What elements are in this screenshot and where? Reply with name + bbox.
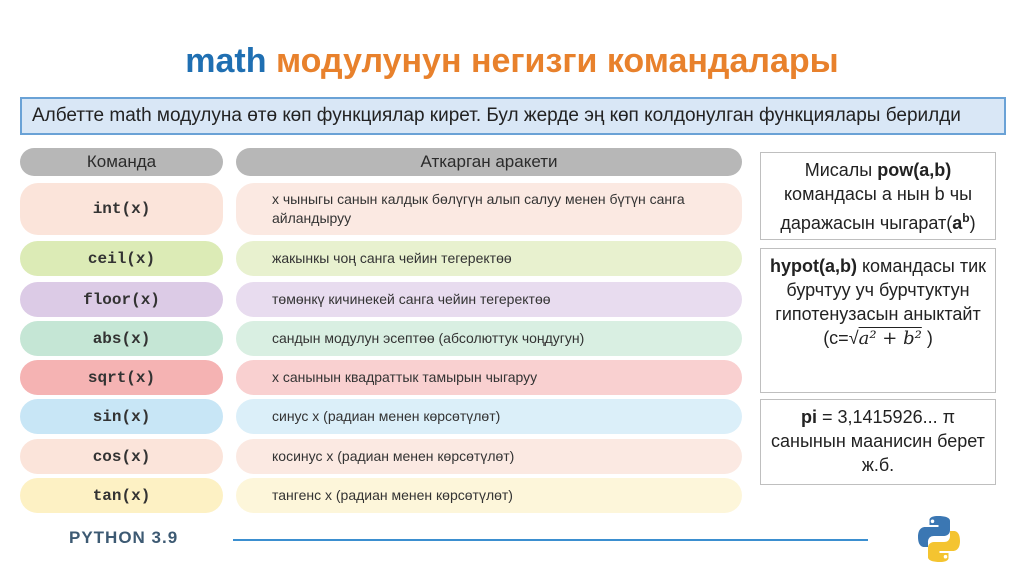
action-cell: х санынын квадраттык тамырын чыгаруу [236,360,742,395]
command-cell: int(x) [20,183,223,235]
pi-example-box [760,399,996,485]
pow-base: a [952,213,963,233]
command-cell: ceil(x) [20,241,223,276]
pi-command: pi [800,407,817,427]
pow-post-text: ) [969,213,976,233]
pow-pre-text: Мисалы [804,160,878,180]
python-logo-icon [913,513,965,565]
hypot-example-box [760,248,996,393]
command-cell: tan(x) [20,478,223,513]
command-cell: cos(x) [20,439,223,474]
command-cell: sin(x) [20,399,223,434]
python-version-label: PYTHON 3.9 [69,528,179,547]
pi-text: = 3,1415926... π санынын маанисин берет ж.б. [771,407,985,475]
hypot-post-text: ) [921,328,933,348]
header-action: Аткарган аракети [236,148,742,176]
title-math: math [185,42,267,80]
action-cell: жакынкы чоң санга чейин тегеректөө [236,241,742,276]
sqrt-symbol: √ [848,328,859,348]
action-cell: синус х (радиан менен көрсөтүлөт) [236,399,742,434]
pow-command: pow(a,b) [877,160,952,180]
pow-exponent: b [962,211,970,225]
header-command: Команда [20,148,223,176]
command-cell: floor(x) [20,282,223,317]
action-cell: x чыныгы санын калдык бөлүгүн алып салуу менен бүтүн санга айландыруу [236,183,742,235]
intro-banner: Албетте math модулуна өтө көп функциялар кирет. Бул жерде эң көп колдонулган функциялары берилди [20,97,1006,135]
slide-title [0,42,1024,81]
hypot-text: командасы тик бурчтуу уч бурчтуктун гипотенузасын аныктайт (c= [775,256,987,348]
footer-divider [233,539,868,541]
action-cell: төмөнкү кичинекей санга чейин тегеректөө [236,282,742,317]
hypot-formula: a² + b² [858,328,922,349]
hypot-command: hypot(a,b) [769,256,857,276]
command-cell: abs(x) [20,321,223,356]
pow-example-box [760,152,996,240]
title-rest: модулунун негизги командалары [275,42,839,80]
action-cell: сандын модулун эсептөө (абсолюттук чоңдугун) [236,321,742,356]
action-cell: тангенс х (радиан менен көрсөтүлөт) [236,478,742,513]
action-cell: косинус х (радиан менен көрсөтүлөт) [236,439,742,474]
pow-mid-text: командасы а нын b чы даражасын чыгарат( [780,184,973,233]
command-cell: sqrt(x) [20,360,223,395]
